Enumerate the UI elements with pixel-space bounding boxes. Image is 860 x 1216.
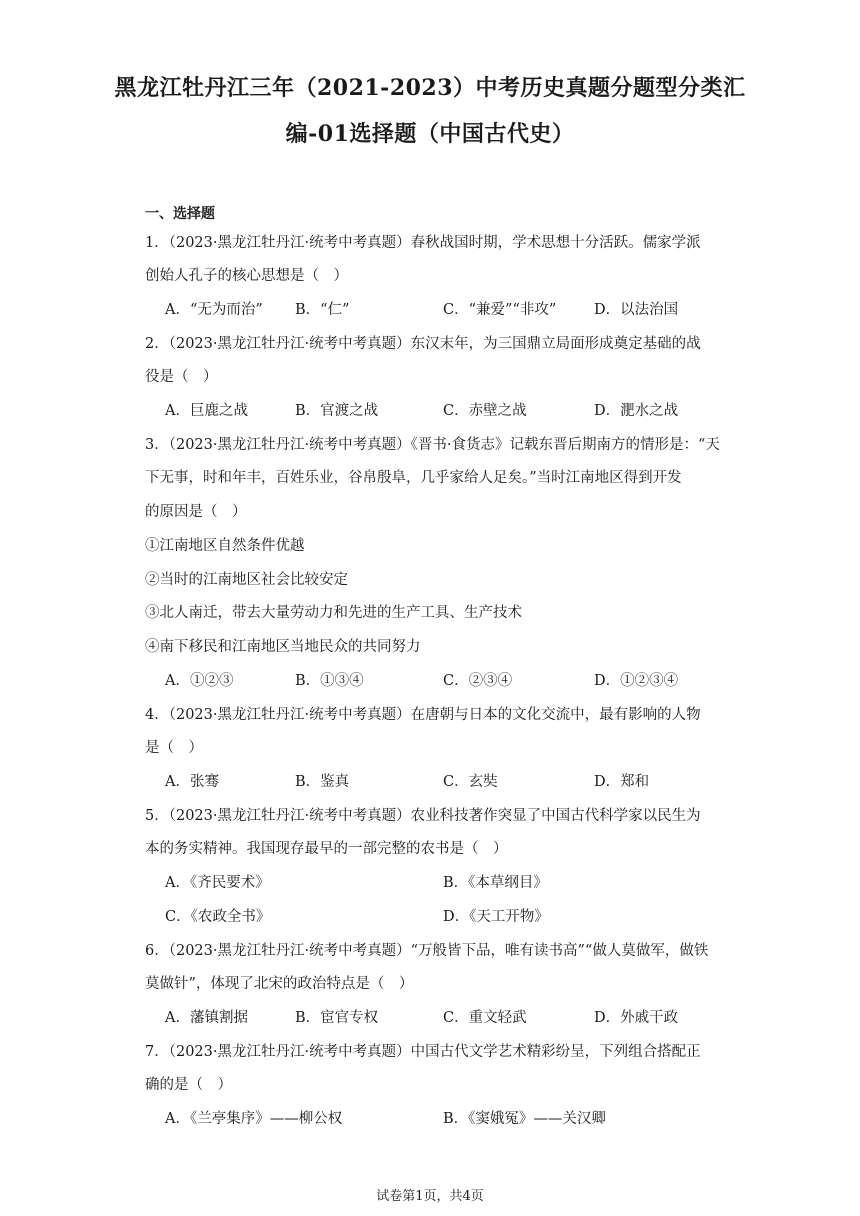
question-text-line: 创始人孔子的核心思想是（ ）	[145, 268, 348, 284]
question-text-line: 7．（2023·黑龙江牡丹江·统考中考真题）中国古代文学艺术精彩纷呈，下列组合搭配正	[145, 1044, 701, 1060]
option-d: D．《天工开物》	[443, 909, 549, 925]
page-title-line-2: 编-01选择题（中国古代史）	[285, 121, 575, 147]
option-a: A．《齐民要术》	[165, 875, 270, 891]
question-text-line: 的原因是（ ）	[145, 504, 247, 520]
question-text-line: 1．（2023·黑龙江牡丹江·统考中考真题）春秋战国时期，学术思想十分活跃。儒家学派	[145, 235, 701, 251]
option-d: D．以法治国	[594, 302, 679, 318]
option-c: C．赤壁之战	[443, 403, 527, 419]
question-text-line: 2．（2023·黑龙江牡丹江·统考中考真题）东汉末年，为三国鼎立局面形成奠定基础的战	[145, 336, 701, 352]
option-d: D．淝水之战	[594, 403, 679, 419]
option-b: B．“仁”	[295, 302, 350, 318]
question-text-line: 确的是（ ）	[145, 1077, 232, 1093]
option-c: C．玄奘	[443, 774, 498, 790]
question-statement-2: ②当时的江南地区社会比较安定	[145, 572, 348, 588]
question-statement-3: ③北人南迁，带去大量劳动力和先进的生产工具、生产技术	[145, 605, 522, 621]
option-b: B．《窦娥冤》——关汉卿	[443, 1111, 606, 1127]
option-b: B．宦官专权	[295, 1010, 379, 1026]
question-statement-4: ④南下移民和江南地区当地民众的共同努力	[145, 639, 421, 655]
option-a: A．藩镇割据	[165, 1010, 248, 1026]
question-statement-1: ①江南地区自然条件优越	[145, 538, 305, 554]
option-c: C．“兼爱”“非攻”	[443, 302, 557, 318]
option-a: A．《兰亭集序》——柳公权	[165, 1111, 343, 1127]
question-text-line: 3．（2023·黑龙江牡丹江·统考中考真题）《晋书·食货志》记载东晋后期南方的情形是：“天	[145, 437, 720, 453]
option-c: C．重文轻武	[443, 1010, 527, 1026]
option-b: B．官渡之战	[295, 403, 379, 419]
option-d: D．外戚干政	[594, 1010, 679, 1026]
question-text-line: 下无事，时和年丰，百姓乐业，谷帛殷阜，几乎家给人足矣。”当时江南地区得到开发	[145, 470, 682, 486]
option-c: C．②③④	[443, 673, 513, 689]
question-text-line: 5．（2023·黑龙江牡丹江·统考中考真题）农业科技著作突显了中国古代科学家以民生为	[145, 808, 701, 824]
option-d: D．郑和	[594, 774, 650, 790]
question-text-line: 本的务实精神。我国现存最早的一部完整的农书是（ ）	[145, 841, 508, 857]
option-b: B．①③④	[295, 673, 364, 689]
option-c: C．《农政全书》	[165, 909, 271, 925]
question-text-line: 4．（2023·黑龙江牡丹江·统考中考真题）在唐朝与日本的文化交流中，最有影响的人物	[145, 707, 701, 723]
question-text-line: 是（ ）	[145, 740, 203, 756]
option-a: A．“无为而治”	[165, 302, 263, 318]
option-b: B．鉴真	[295, 774, 350, 790]
option-a: A．巨鹿之战	[165, 403, 248, 419]
page-footer: 试卷第1页，共4页	[376, 1189, 484, 1204]
section-heading: 一、选择题	[145, 206, 215, 222]
page-title-line-1: 黑龙江牡丹江三年（2021-2023）中考历史真题分题型分类汇	[114, 75, 746, 101]
question-text-line: 6．（2023·黑龙江牡丹江·统考中考真题）“万般皆下品，唯有读书高”“做人莫做军，做铁	[145, 943, 709, 959]
option-b: B．《本草纲目》	[443, 875, 548, 891]
question-text-line: 役是（ ）	[145, 369, 218, 385]
question-text-line: 莫做针”，体现了北宋的政治特点是（ ）	[145, 976, 414, 992]
option-d: D．①②③④	[594, 673, 679, 689]
option-a: A．①②③	[165, 673, 234, 689]
option-a: A．张骞	[165, 774, 219, 790]
